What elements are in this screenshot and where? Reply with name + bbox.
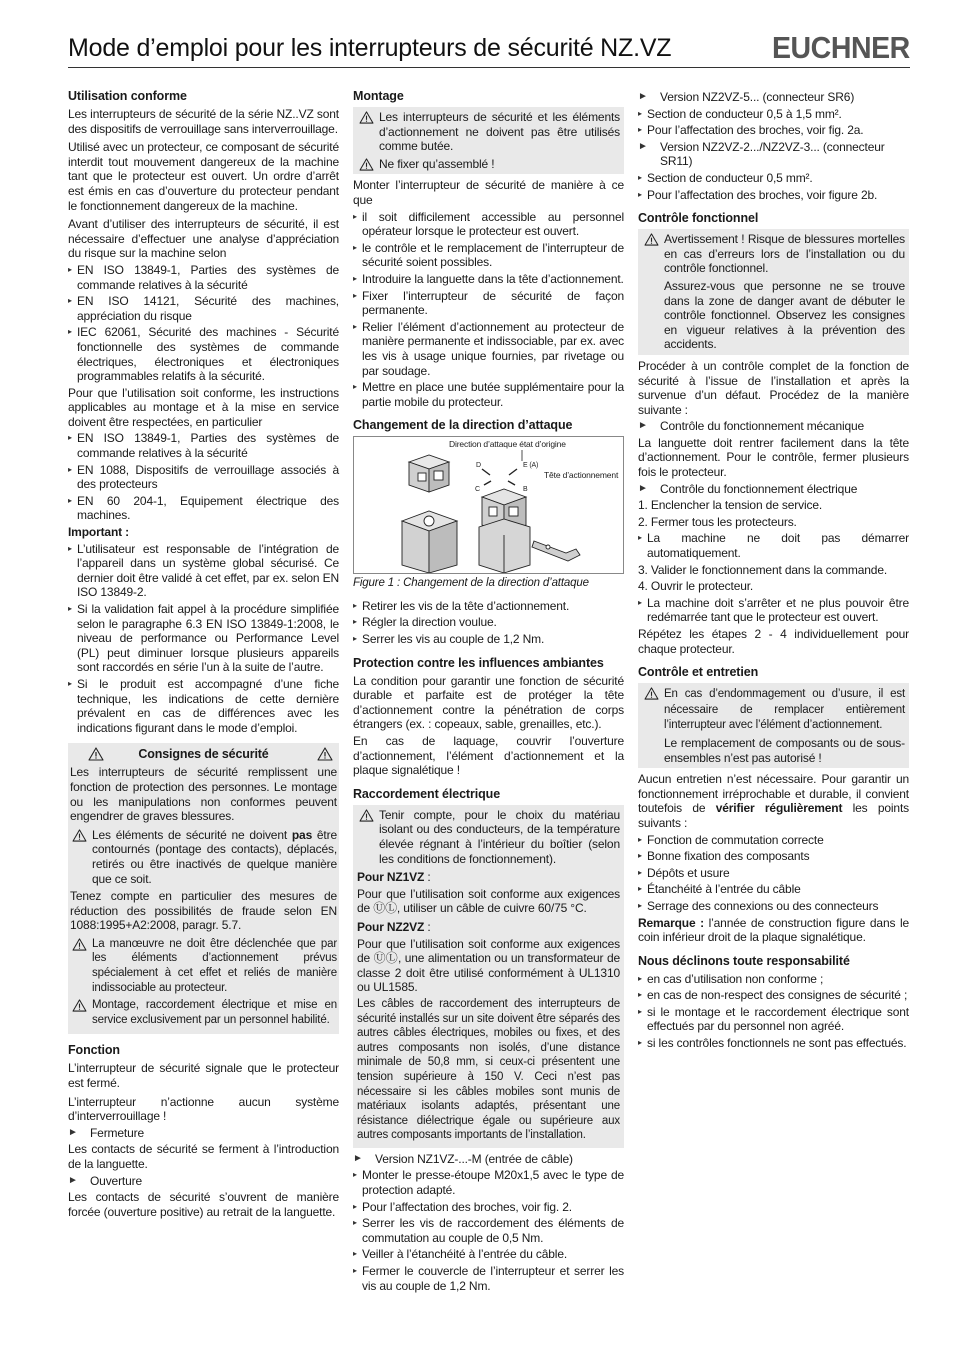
- warning-icon: [72, 999, 87, 1012]
- step-item: 4. Ouvrir le protecteur.: [638, 579, 754, 594]
- warning-icon: [359, 158, 374, 171]
- actuator-head-illustration: [354, 437, 623, 573]
- list-item: ▸ Relier l’élément d’actionnement au protecteur de manière permanente et indissociable, par ex. avec les vis à usage unique fournies, par rivetage ou par soudage.: [353, 320, 624, 378]
- list-item: ▸ La machine ne doit pas démarrer automatiquement.: [638, 531, 909, 560]
- standards-list-2: [68, 431, 339, 523]
- section-title-montage: Montage: [353, 89, 404, 103]
- important-list: [68, 542, 339, 736]
- column-right: [638, 88, 909, 1053]
- paragraph: Aucun entretien n’est nécessaire. Pour garantir un fonctionnement irréprochable et durable, il convient toutefois de vérifier régulièrement les points suivants :: [638, 772, 909, 830]
- list-item: ▸ il soit difficilement accessible au personnel opérateur lorsque le protecteur est ouvert.: [353, 210, 624, 239]
- safety-header: [70, 743, 337, 765]
- list-item: ▸ Retirer les vis de la tête d’actionnement.: [353, 599, 624, 614]
- paragraph: Les contacts de sécurité s’ouvrent de manière forcée (ouverture positive) au retrait de la languette.: [68, 1190, 339, 1219]
- warning-note: Montage, raccordement électrique et mise en service exclusivement par un personnel habilité.: [70, 998, 337, 1027]
- list-item: ▸ Fixer l’interrupteur de sécurité de façon permanente.: [353, 289, 624, 318]
- warning-icon: [88, 747, 104, 761]
- remarque-paragraph: Remarque : l’année de construction figure dans le coin inférieur droit de la plaque signalétique.: [638, 915, 909, 945]
- section-title-fonction: Fonction: [68, 1043, 120, 1058]
- warning-icon: [72, 938, 87, 951]
- step-item: 2. Fermer tous les protecteurs.: [638, 514, 797, 529]
- step-item: 3. Valider le fonctionnement dans la commande.: [638, 562, 888, 577]
- arrow-item-fermeture: ► Fermeture: [68, 1126, 339, 1141]
- list-item: ▸ Fonction de commutation correcte: [638, 833, 909, 848]
- list-item: ▸ Serrage des connexions ou des connecteurs: [638, 899, 909, 914]
- list-item: ▸ Bonne fixation des composants: [638, 849, 909, 864]
- paragraph: En cas de laquage, couvrir l’ouverture d’actionnement, l’élément d’actionnement et la plaque signalétique !: [353, 734, 624, 778]
- list-item: ▸ Mettre en place une butée supplémentaire pour la partie mobile du protecteur.: [353, 380, 624, 409]
- paragraph: La condition pour garantir une fonction de sécurité durable et parfaite est de protéger la tête d’actionnement contre la pénétration de corps étrangers (ex. : copeaux, sable, grenailles, etc.).: [353, 673, 624, 732]
- list-item: ▸ EN 60 204-1, Equipement électrique des machines.: [68, 494, 339, 523]
- page-title: Mode d’emploi pour les interrupteurs de sécurité NZ.VZ: [68, 34, 672, 62]
- list-item: ▸ EN ISO 13849-1, Parties des systèmes de commande relatives à la sécurité: [68, 431, 339, 460]
- list-item: ▸ Pour l’affectation des broches, voir figure 2b.: [638, 188, 909, 203]
- list-item: ▸ Monter le presse-étoupe M20x1,5 avec le type de protection adapté.: [353, 1168, 624, 1197]
- steps-note-b: [638, 596, 909, 625]
- list-item: ▸ Veiller à l’étanchéité à l’entrée du câble.: [353, 1247, 624, 1262]
- paragraph: Monter l’interrupteur de sécurité de manière à ce que: [353, 178, 624, 207]
- paragraph: Utilisé avec un protecteur, ce composant de sécurité interdit tout mouvement dangereux de la machine tant que le protecteur est ouvert. Un ordre d’arrêt est émis en cas d’ouverture du protecteur pendant le fonctionnement dangereux de la machine.: [68, 140, 339, 213]
- list-item: ▸ Serrer les vis de raccordement des éléments de commutation au couple de 0,5 Nm.: [353, 1216, 624, 1245]
- paragraph: Les câbles de raccordement des interrupteurs de sécurité installés sur un site doivent être séparés des autres câbles électriques, mobiles ou fixes, et des autres composants non isolés, d’une distance minimale de 50,8 mm, si ceux-ci présentent une tension supérieure à 150 V. Ceci n’est pas nécessaire si les câbles mobiles sont munis de matériaux isolants adaptés, présentant une résistance diélectrique égale ou supérieure aux autres composants importants de l’installation.: [357, 997, 620, 1142]
- paragraph: Pour que l’utilisation soit conforme aux exigences de ⓊⓁ, utiliser un câble de cuivre 60/75 °C.: [357, 886, 620, 916]
- paragraph: La languette doit rentrer facilement dans la tête d’actionnement. Pour le contrôle, fermer plusieurs fois le protecteur.: [638, 435, 909, 480]
- arrow-item-version2: ► Version NZ2VZ-5... (connecteur SR6): [638, 90, 909, 105]
- section-title-controle: Contrôle fonctionnel: [638, 211, 759, 226]
- list-item: ▸ si le montage et le raccordement électrique sont effectués par du personnel non agréé.: [638, 1005, 909, 1034]
- warning-note: La manœuvre ne doit être déclenchée que par les éléments d’actionnement prévus spécialement à cet effet et reliés de manière indissociable au protecteur.: [70, 937, 337, 995]
- warning-note: Les interrupteurs de sécurité et les éléments d’actionnement ne doivent pas être utilisés comme butée.: [357, 110, 620, 154]
- paragraph: Les interrupteurs de sécurité remplissent une fonction de protection des personnes. Le montage ou les manipulations non conformes peuvent engendrer de graves blessures.: [70, 765, 337, 824]
- steps-list-b: [638, 563, 909, 594]
- controle-warning-box: [638, 229, 909, 355]
- raccordement-box: [353, 805, 624, 1148]
- figure-caption: Figure 1 : Changement de la direction d’attaque: [353, 577, 589, 590]
- arrow-item-elec: ► Contrôle du fonctionnement électrique: [638, 482, 909, 497]
- direction-label: E (A): [523, 462, 539, 470]
- paragraph: Avant d’utiliser des interrupteurs de sécurité, il est nécessaire d’effectuer une analyse d’appréciation du risque sur la machine selon: [68, 217, 339, 261]
- steps-list-a: [638, 498, 909, 529]
- warning-note: Avertissement ! Risque de blessures mortelles en cas d’erreurs lors de l’installation ou du contrôle fonctionnel.: [642, 232, 905, 276]
- direction-label: B: [523, 486, 528, 494]
- list-item: ▸ Dépôts et usure: [638, 866, 909, 881]
- column-left: [68, 88, 339, 1221]
- safety-box: [68, 743, 339, 1034]
- list-item: ▸ L’utilisateur est responsable de l’intégration de l’appareil dans un système global sécurisé. Ce dernier doit être validé à cet effet, par ex. selon EN ISO 13849-2.: [68, 542, 339, 600]
- list-item: ▸ Section de conducteur 0,5 mm².: [638, 171, 909, 186]
- warning-note-continued: Le remplacement de composants ou de sous-ensembles n’est pas autorisé !: [664, 735, 905, 765]
- list-item: ▸ Si le produit est accompagné d’une fiche technique, les indications de cette dernière prévalent en cas de différences avec les indications figurant dans le mode d’emploi.: [68, 677, 339, 735]
- version1-list: [353, 1168, 624, 1293]
- montage-warning-box: [353, 107, 624, 174]
- list-item: ▸ Étanchéité à l’entrée du câble: [638, 882, 909, 897]
- list-item: ▸ en cas de non-respect des consignes de sécurité ;: [638, 988, 909, 1003]
- safety-title: Consignes de sécurité: [138, 747, 269, 762]
- list-item: ▸ Si la validation fait appel à la procédure simplifiée selon le paragraphe 6.3 EN ISO 13849-1:2008, le niveau de performance ou Performance Level (PL) peut diminuer lorsque plusieurs appareils sont raccordés en série l’un à la suite de l’autre.: [68, 602, 339, 675]
- brand-logo: EUCHNER: [772, 30, 910, 65]
- warning-icon: [72, 829, 87, 842]
- paragraph: L’interrupteur de sécurité signale que le protecteur est fermé.: [68, 1061, 339, 1091]
- entretien-warning-box: [638, 683, 909, 768]
- section-title-protection: Protection contre les influences ambiantes: [353, 655, 604, 670]
- section-title-entretien: Contrôle et entretien: [638, 665, 759, 680]
- warning-icon: [644, 233, 659, 246]
- paragraph: Les contacts de sécurité se ferment à l’introduction de la languette.: [68, 1142, 339, 1171]
- figure-label-head: Tête d’actionnement: [544, 470, 619, 481]
- important-label: Important :: [68, 525, 130, 540]
- paragraph: Procéder à un contrôle complet de la fonction de sécurité à l’issue de l’installation et après la survenue d’un défaut. Procédez de la manière suivante :: [638, 358, 909, 417]
- montage-list-2: [353, 272, 624, 409]
- list-item: ▸ le contrôle et le remplacement de l’interrupteur de sécurité soient possibles.: [353, 241, 624, 270]
- standards-list-1: [68, 263, 339, 384]
- arrow-item-meca: ► Contrôle du fonctionnement mécanique: [638, 419, 909, 434]
- list-item: ▸ si les contrôles fonctionnels ne sont pas effectués.: [638, 1036, 909, 1051]
- step-item: 1. Enclencher la tension de service.: [638, 498, 823, 513]
- section-title-raccordement: Raccordement électrique: [353, 786, 501, 801]
- list-item: ▸ Fermer le couvercle de l’interrupteur et serrer les vis au couple de 1,2 Nm.: [353, 1264, 624, 1293]
- warning-note: Les éléments de sécurité ne doivent pas être contournés (pontage des contacts), déplacés, retirés ou être inactivés de quelque manière que ce soit.: [70, 828, 337, 886]
- list-item: ▸ Section de conducteur 0,5 à 1,5 mm².: [638, 107, 909, 122]
- list-item: ▸ Régler la direction voulue.: [353, 615, 624, 630]
- section-title-declinons: Nous déclinons toute responsabilité: [638, 953, 850, 968]
- list-item: ▸ EN 1088, Dispositifs de verrouillage associés à des protecteurs: [68, 463, 339, 492]
- nz2-label: Pour NZ2VZ :: [357, 919, 431, 934]
- paragraph: Répétez les étapes 2 - 4 individuellement pour chaque protecteur.: [638, 627, 909, 656]
- entretien-list: [638, 833, 909, 914]
- direction-label: D: [476, 462, 481, 470]
- paragraph: L’interrupteur n’actionne aucun système d’interverrouillage !: [68, 1094, 339, 1124]
- warning-icon: [644, 687, 659, 700]
- version3-list: [638, 171, 909, 202]
- paragraph: Pour que l’utilisation soit conforme, les instructions applicables au montage et à la mise en service doivent être respectées, en particulier: [68, 385, 339, 429]
- warning-note: Tenir compte, pour le choix du matériau isolant ou des conducteurs, de la température élevée régnant à l’intérieur du boîtier (selon les conditions de fonctionnement).: [357, 808, 620, 866]
- list-item: ▸ La machine doit s’arrêter et ne plus pouvoir être redémarrée tant que le protecteur est ouvert.: [638, 596, 909, 625]
- list-item: ▸ Pour l’affectation des broches, voir fig. 2.: [353, 1200, 624, 1215]
- declinons-list: [638, 972, 909, 1051]
- warning-icon: [359, 809, 374, 822]
- paragraph: Les interrupteurs de sécurité de la série NZ..VZ sont des dispositifs de verrouillage sans interverrouillage.: [68, 107, 339, 136]
- figure-actuator-head: [353, 436, 624, 574]
- warning-note: Ne fixer qu’assemblé !: [357, 157, 620, 172]
- list-item: ▸ EN ISO 13849-1, Parties des systèmes de commande relatives à la sécurité: [68, 263, 339, 292]
- list-item: ▸ Serrer les vis au couple de 1,2 Nm.: [353, 632, 624, 647]
- direction-label: C: [475, 486, 480, 494]
- page-header: [68, 30, 910, 68]
- list-item: ▸ Pour l’affectation des broches, voir fig. 2a.: [638, 123, 909, 138]
- warning-icon: [359, 111, 374, 124]
- steps-note-a: [638, 531, 909, 560]
- version2-list: [638, 107, 909, 138]
- arrow-item-version1: ► Version NZ1VZ-...-M (entrée de câble): [353, 1152, 624, 1167]
- warning-note-continued: Assurez-vous que personne ne se trouve dans la zone de danger avant de débuter le contrôle fonctionnel. Observez les consignes en vigueur relatives à la prévention des accidents.: [664, 278, 905, 352]
- warning-icon: [317, 747, 333, 761]
- list-item: ▸ Introduire la languette dans la tête d’actionnement.: [353, 272, 624, 287]
- arrow-item-version3: ► Version NZ2VZ-2.../NZ2VZ-3... (connecteur SR11): [638, 140, 909, 169]
- arrow-item-ouverture: ► Ouverture: [68, 1174, 339, 1189]
- section-title-changement: Changement de la direction d’attaque: [353, 418, 573, 433]
- section-title-utilisation: Utilisation conforme: [68, 89, 187, 103]
- changement-list: [353, 599, 624, 647]
- list-item: ▸ en cas d’utilisation non conforme ;: [638, 972, 909, 987]
- paragraph: Tenez compte en particulier des mesures de réduction des possibilités de fraude selon EN 1088:1995+A2:2008, paragr. 5.7.: [70, 889, 337, 933]
- list-item: ▸ IEC 62061, Sécurité des machines - Sécurité fonctionnelle des systèmes de commande électriques, électroniques et électroniques programmables relatifs à la sécurité.: [68, 325, 339, 383]
- montage-list-1: [353, 210, 624, 270]
- warning-note: En cas d’endommagement ou d’usure, il est nécessaire de remplacer entièrement l’interrupteur avec l’élément d’actionnement.: [642, 686, 905, 733]
- figure-label-origin: Direction d’attaque état d’origine: [449, 439, 566, 450]
- column-middle: [353, 88, 624, 1295]
- paragraph: Pour que l’utilisation soit conforme aux exigences de ⓊⓁ, une alimentation ou un transformateur de classe 2 doit être utilisé conformément à UL1310 ou UL1585.: [357, 936, 620, 995]
- nz1-label: Pour NZ1VZ :: [357, 870, 431, 885]
- list-item: ▸ EN ISO 14121, Sécurité des machines, appréciation du risque: [68, 294, 339, 323]
